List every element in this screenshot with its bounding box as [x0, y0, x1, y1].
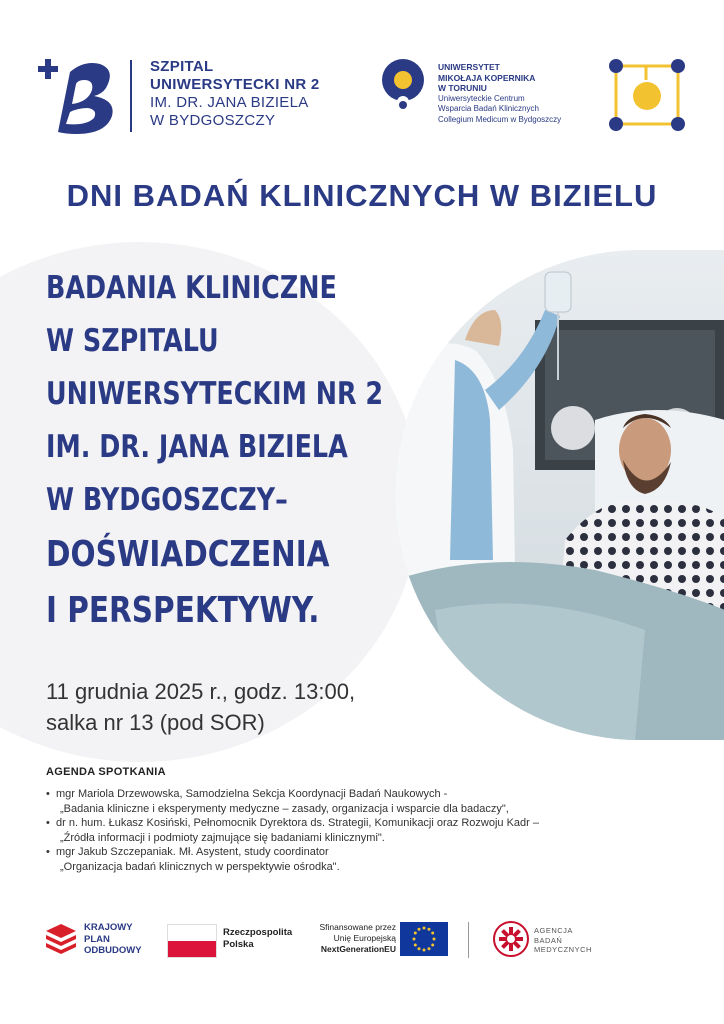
agenda-heading: AGENDA SPOTKANIA	[46, 766, 166, 778]
agenda-list	[46, 787, 696, 874]
university-unit-line: Uniwersyteckie Centrum	[438, 93, 525, 103]
main-title-line: I PERSPEKTYWY.	[46, 590, 320, 631]
poland-name-line: Polska	[223, 938, 254, 950]
agenda-topic: „Organizacja badań klinicznych w perspektywie ośrodka".	[60, 860, 340, 873]
kpo-logo-icon	[44, 922, 78, 956]
eu-flag-icon	[400, 922, 448, 956]
eu-funding-text	[310, 922, 396, 955]
kpo-name-line: KRAJOWY	[84, 922, 133, 933]
event-title: DNI BADAŃ KLINICZNYCH W BIZIELU	[66, 178, 658, 213]
poland-name-line: Rzeczpospolita	[223, 927, 293, 938]
main-title-line: UNIWERSYTECKIM NR 2	[46, 376, 384, 412]
agenda-topic: „Badania kliniczne i eksperymenty medyczne – zasady, organizacja i wsparcie dla badaczy",	[60, 802, 509, 815]
eu-funding-line: Sfinansowane przez	[319, 922, 396, 932]
main-title-line: W SZPITALU	[46, 323, 219, 359]
university-name	[438, 62, 561, 125]
abm-name	[534, 926, 592, 955]
poland-name	[223, 927, 292, 950]
hospital-name-line: IM. DR. JANA BIZIELA	[150, 94, 309, 111]
agenda-item	[46, 845, 696, 874]
hospital-name-line: W BYDGOSZCZY	[150, 112, 276, 129]
abm-name-line: BADAŃ	[534, 935, 563, 945]
abm-logo-icon	[492, 920, 530, 958]
eu-funding-line: NextGenerationEU	[320, 944, 396, 954]
event-date	[46, 676, 355, 738]
hospital-photo	[395, 250, 724, 740]
event-date-line: 11 grudnia 2025 r., godz. 13:00,	[46, 679, 356, 704]
hospital-name-line: SZPITAL	[150, 58, 214, 75]
main-title-line: W BYDGOSZCZY–	[46, 482, 288, 518]
agenda-item	[46, 787, 696, 816]
hospital-photo-image	[395, 250, 724, 740]
umk-logo-icon	[380, 58, 426, 110]
hospital-logo-icon	[36, 56, 120, 136]
university-name-line: W TORUNIU	[438, 83, 487, 93]
poland-flag-icon	[167, 924, 217, 958]
header-divider	[130, 60, 132, 132]
agenda-speaker: mgr Mariola Drzewowska, Samodzielna Sekcja Koordynacji Badań Naukowych -	[56, 788, 448, 800]
agenda-item	[46, 816, 696, 845]
main-title	[46, 262, 384, 639]
kpo-name-line: ODBUDOWY	[84, 945, 142, 956]
footer-divider	[468, 922, 469, 958]
eu-funding-line: Unię Europejską	[333, 933, 396, 943]
university-unit-line: Collegium Medicum w Bydgoszczy	[438, 114, 562, 124]
kpo-name-line: PLAN	[84, 933, 110, 945]
main-title-line: IM. DR. JANA BIZIELA	[46, 429, 348, 465]
agenda-speaker: mgr Jakub Szczepaniak. Mł. Asystent, study coordinator	[56, 846, 329, 858]
university-unit-line: Wsparcia Badań Klinicznych	[438, 104, 539, 113]
university-name-line: UNIWERSYTET	[438, 62, 500, 72]
ucwbk-logo-icon	[608, 58, 686, 132]
main-title-line: DOŚWIADCZENIA	[46, 534, 330, 575]
abm-name-line: MEDYCZNYCH	[534, 945, 592, 954]
event-location-line: salka nr 13 (pod SOR)	[46, 710, 265, 735]
kpo-name	[84, 922, 142, 957]
agenda-speaker: dr n. hum. Łukasz Kosiński, Pełnomocnik Dyrektora ds. Strategii, Komunikacji oraz Rozwoju Kadr –	[56, 817, 539, 829]
agenda-topic: „Źródła informacji i podmioty zajmujące się badaniami klinicznymi".	[60, 831, 385, 844]
university-name-line: MIKOŁAJA KOPERNIKA	[438, 72, 536, 83]
main-title-line: BADANIA KLINICZNE	[46, 270, 337, 306]
abm-name-line: AGENCJA	[534, 926, 573, 935]
hospital-name	[150, 58, 320, 130]
hospital-name-line: UNIWERSYTECKI NR 2	[150, 76, 320, 93]
